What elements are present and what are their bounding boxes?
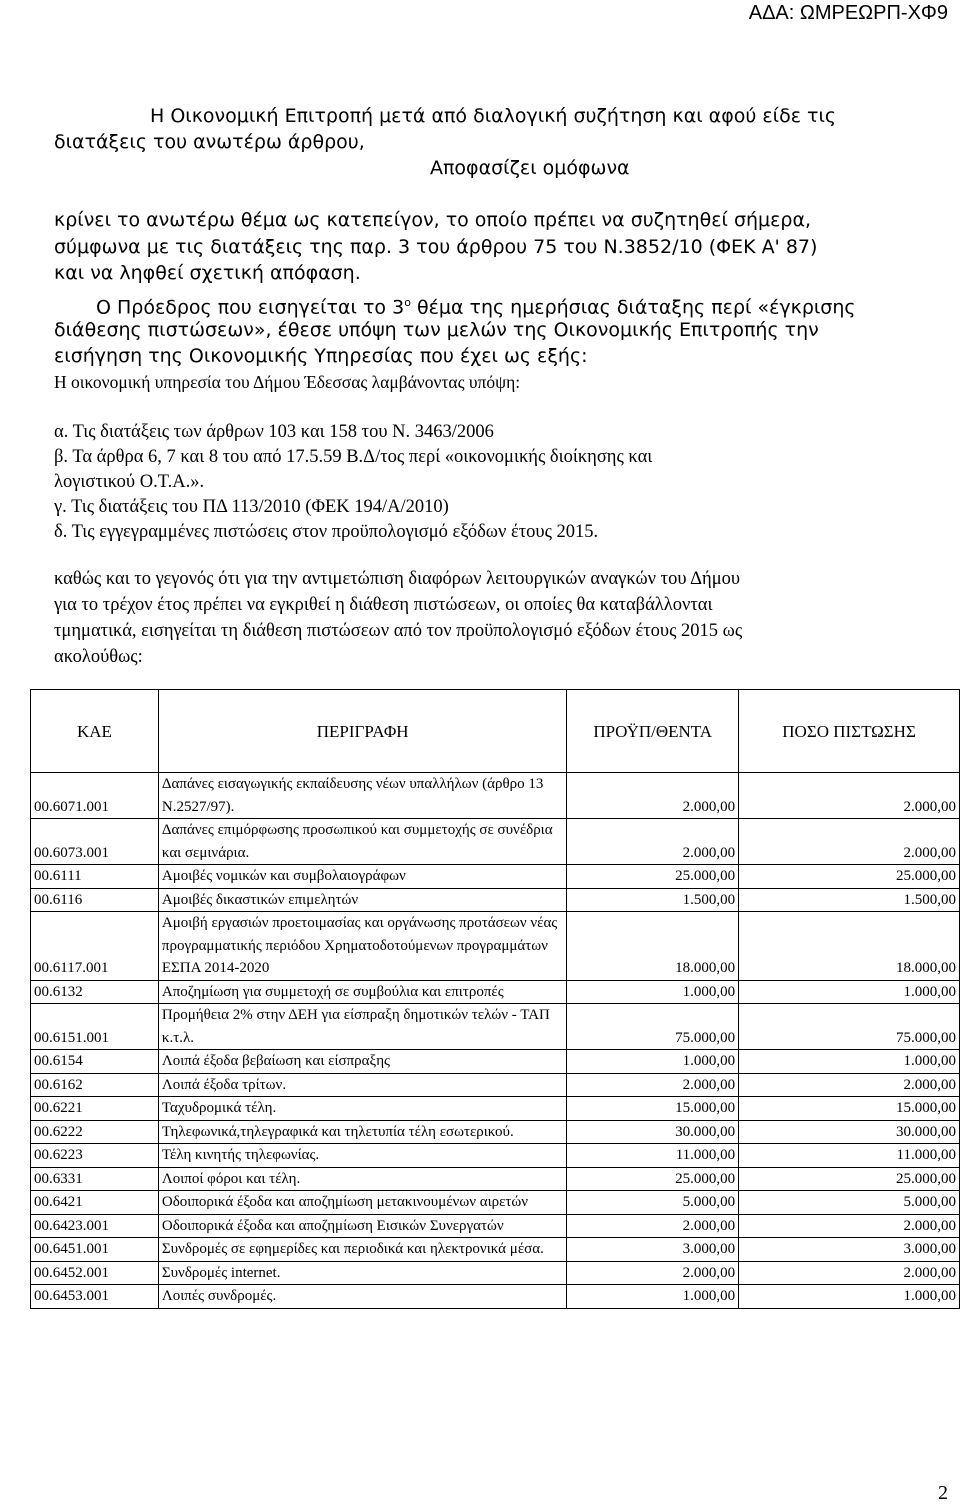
kae-cell: 00.6222 <box>31 1120 159 1144</box>
table-row <box>31 1050 960 1074</box>
description-cell: Αμοιβές δικαστικών επιμελητών <box>158 888 566 912</box>
kae-cell: 00.6452.001 <box>31 1261 159 1285</box>
kae-cell: 00.6453.001 <box>31 1285 159 1309</box>
amount-cell: 5.000,00 <box>739 1191 960 1215</box>
intro-line-2: διατάξεις του ανωτέρω άρθρου, <box>54 131 365 153</box>
amount-cell: 30.000,00 <box>739 1120 960 1144</box>
amount-cell: 1.000,00 <box>739 1285 960 1309</box>
description-cell: Οδοιπορικά έξοδα και αποζημίωση Εισικών Συνεργατών <box>158 1214 566 1238</box>
kae-cell: 00.6132 <box>31 980 159 1004</box>
table-row <box>31 773 960 819</box>
description-cell: Συνδρομές internet. <box>158 1261 566 1285</box>
page-number: 2 <box>938 1482 948 1504</box>
table-row <box>31 865 960 889</box>
budget-cell: 3.000,00 <box>567 1238 739 1262</box>
list-item-b-line-1: β. Τα άρθρα 6, 7 και 8 του από 17.5.59 Β.Δ/τος περί «οικονομικής διοίκησης και <box>54 447 653 467</box>
proposal-line-1: καθώς και το γεγονός ότι για την αντιμετώπιση διαφόρων λειτουργικών αναγκών του Δήμου <box>54 569 741 589</box>
description-cell: Λοιπές συνδρομές. <box>158 1285 566 1309</box>
budget-cell: 5.000,00 <box>567 1191 739 1215</box>
budget-cell: 25.000,00 <box>567 865 739 889</box>
kae-cell: 00.6111 <box>31 865 159 889</box>
kae-cell: 00.6423.001 <box>31 1214 159 1238</box>
description-cell: Αμοιβές νομικών και συμβολαιογράφων <box>158 865 566 889</box>
budget-cell: 2.000,00 <box>567 1073 739 1097</box>
table-row <box>31 980 960 1004</box>
list-item-a: α. Τις διατάξεις των άρθρων 103 και 158 του Ν. 3463/2006 <box>54 422 494 442</box>
kae-cell: 00.6154 <box>31 1050 159 1074</box>
table-header-row <box>31 690 960 773</box>
table-row <box>31 1238 960 1262</box>
amount-cell: 1.000,00 <box>739 980 960 1004</box>
kae-cell: 00.6221 <box>31 1097 159 1121</box>
chair-paragraph-line-3: εισήγηση της Οικονομικής Υπηρεσίας που έχει ως εξής: <box>54 345 588 367</box>
list-item-b-line-2: λογιστικού Ο.Τ.Α.». <box>54 472 205 492</box>
table-row <box>31 912 960 981</box>
kae-cell: 00.6073.001 <box>31 819 159 865</box>
table-row <box>31 1285 960 1309</box>
kae-cell: 00.6151.001 <box>31 1004 159 1050</box>
kae-cell: 00.6071.001 <box>31 773 159 819</box>
amount-cell: 2.000,00 <box>739 1261 960 1285</box>
budget-cell: 1.500,00 <box>567 888 739 912</box>
description-cell: Αμοιβή εργασιών προετοιμασίας και οργάνωσης προτάσεων νέας προγραμματικής περιόδου Χρηματοδοτούμενων προγραμμάτων ΕΣΠΑ 2014-2020 <box>158 912 566 981</box>
header-description: ΠΕΡΙΓΡΑΦΗ <box>158 690 566 773</box>
budget-cell: 30.000,00 <box>567 1120 739 1144</box>
amount-cell: 1.500,00 <box>739 888 960 912</box>
service-considering: Η οικονομική υπηρεσία του Δήμου Έδεσσας λαμβάνοντας υπόψη: <box>54 372 521 392</box>
description-cell: Οδοιπορικά έξοδα και αποζημίωση μετακινουμένων αιρετών <box>158 1191 566 1215</box>
budget-cell: 2.000,00 <box>567 1214 739 1238</box>
amount-cell: 2.000,00 <box>739 1073 960 1097</box>
budget-cell: 1.000,00 <box>567 1285 739 1309</box>
table-row <box>31 1261 960 1285</box>
table-row <box>31 1191 960 1215</box>
description-cell: Συνδρομές σε εφημερίδες και περιοδικά και ηλεκτρονικά μέσα. <box>158 1238 566 1262</box>
kae-cell: 00.6117.001 <box>31 912 159 981</box>
amount-cell: 2.000,00 <box>739 1214 960 1238</box>
kae-cell: 00.6421 <box>31 1191 159 1215</box>
description-cell: Λοιποί φόροι και τέλη. <box>158 1167 566 1191</box>
kae-cell: 00.6223 <box>31 1144 159 1168</box>
table-row <box>31 1167 960 1191</box>
budget-cell: 1.000,00 <box>567 980 739 1004</box>
description-cell: Τέλη κινητής τηλεφωνίας. <box>158 1144 566 1168</box>
table-row <box>31 888 960 912</box>
description-cell: Αποζημίωση για συμμετοχή σε συμβούλια και επιτροπές <box>158 980 566 1004</box>
kae-cell: 00.6451.001 <box>31 1238 159 1262</box>
amount-cell: 2.000,00 <box>739 773 960 819</box>
amount-cell: 15.000,00 <box>739 1097 960 1121</box>
description-cell: Δαπάνες εισαγωγικής εκπαίδευσης νέων υπαλλήλων (άρθρο 13 Ν.2527/97). <box>158 773 566 819</box>
header-budget: ΠΡΟΫΠ/ΘΕΝΤΑ <box>567 690 739 773</box>
table-row <box>31 1214 960 1238</box>
budget-cell: 1.000,00 <box>567 1050 739 1074</box>
proposal-line-2: για το τρέχον έτος πρέπει να εγκριθεί η διάθεση πιστώσεων, οι οποίες θα καταβάλλονται <box>54 595 713 615</box>
intro-line-1: Η Οικονομική Επιτροπή μετά από διαλογική συζήτηση και αφού είδε τις <box>150 105 837 127</box>
kae-cell: 00.6162 <box>31 1073 159 1097</box>
decision-heading: Αποφασίζει ομόφωνα <box>430 157 630 179</box>
budget-cell: 18.000,00 <box>567 912 739 981</box>
table-row <box>31 1120 960 1144</box>
header-kae: ΚΑΕ <box>31 690 159 773</box>
description-cell: Τηλεφωνικά,τηλεγραφικά και τηλετυπία τέλη εσωτερικού. <box>158 1120 566 1144</box>
description-cell: Δαπάνες επιμόρφωσης προσωπικού και συμμετοχής σε συνέδρια και σεμινάρια. <box>158 819 566 865</box>
budget-cell: 11.000,00 <box>567 1144 739 1168</box>
amount-cell: 2.000,00 <box>739 819 960 865</box>
amount-cell: 25.000,00 <box>739 865 960 889</box>
description-cell: Λοιπά έξοδα τρίτων. <box>158 1073 566 1097</box>
intro-line-3: κρίνει το ανωτέρω θέμα ως κατεπείγον, το οποίο πρέπει να συζητηθεί σήμερα, <box>54 209 812 231</box>
description-cell: Προμήθεια 2% στην ΔΕΗ για είσπραξη δημοτικών τελών - ΤΑΠ κ.τ.λ. <box>158 1004 566 1050</box>
table-row <box>31 1004 960 1050</box>
budget-cell: 75.000,00 <box>567 1004 739 1050</box>
budget-cell: 2.000,00 <box>567 773 739 819</box>
proposal-line-3: τμηματικά, εισηγείται τη διάθεση πιστώσεων από τον προϋπολογισμό εξόδων έτους 2015 ως <box>54 621 743 641</box>
table-row <box>31 819 960 865</box>
description-cell: Λοιπά έξοδα βεβαίωση και είσπραξης <box>158 1050 566 1074</box>
amount-cell: 11.000,00 <box>739 1144 960 1168</box>
credits-table <box>30 689 960 1309</box>
budget-cell: 25.000,00 <box>567 1167 739 1191</box>
kae-cell: 00.6331 <box>31 1167 159 1191</box>
kae-cell: 00.6116 <box>31 888 159 912</box>
budget-cell: 15.000,00 <box>567 1097 739 1121</box>
intro-line-5: και να ληφθεί σχετική απόφαση. <box>54 262 361 284</box>
table-row <box>31 1073 960 1097</box>
amount-cell: 18.000,00 <box>739 912 960 981</box>
chair-paragraph-line-1: Ο Πρόεδρος που εισηγείται το $3^o$ θέμα της ημερήσιας διάταξης περί «έγκρισης <box>96 296 856 319</box>
ada-code: ΑΔΑ: ΩΜΡΕΩΡΠ-ΧΦ9 <box>748 2 948 24</box>
description-cell: Ταχυδρομικά τέλη. <box>158 1097 566 1121</box>
chair-paragraph-line-2: διάθεσης πιστώσεων», έθεσε υπόψη των μελών της Οικονομικής Επιτροπής την <box>54 319 819 341</box>
budget-cell: 2.000,00 <box>567 819 739 865</box>
amount-cell: 1.000,00 <box>739 1050 960 1074</box>
list-item-d: δ. Τις εγγεγραμμένες πιστώσεις στον προϋπολογισμό εξόδων έτους 2015. <box>54 522 599 542</box>
amount-cell: 3.000,00 <box>739 1238 960 1262</box>
list-item-c: γ. Τις διατάξεις του ΠΔ 113/2010 (ΦΕΚ 194/Α/2010) <box>54 497 449 517</box>
table-row <box>31 1144 960 1168</box>
budget-cell: 2.000,00 <box>567 1261 739 1285</box>
intro-line-4: σύμφωνα με τις διατάξεις της παρ. 3 του άρθρου 75 του Ν.3852/10 (ΦΕΚ Α' 87) <box>54 236 818 258</box>
amount-cell: 25.000,00 <box>739 1167 960 1191</box>
header-amount: ΠΟΣΟ ΠΙΣΤΩΣΗΣ <box>739 690 960 773</box>
amount-cell: 75.000,00 <box>739 1004 960 1050</box>
table-row <box>31 1097 960 1121</box>
proposal-line-4: ακολούθως: <box>54 647 143 667</box>
